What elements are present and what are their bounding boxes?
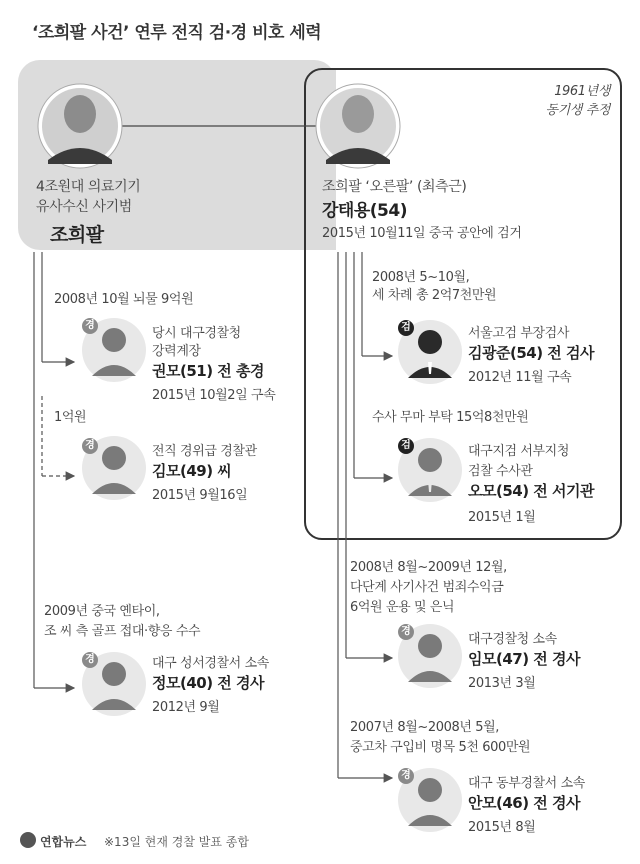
yonhap-logo-icon <box>20 832 36 848</box>
kang-name: 강태용(54) <box>322 201 407 221</box>
right-2-line-2: 검찰 수사관 <box>468 464 533 479</box>
right-4-line-1: 대구 동부경찰서 소속 <box>468 776 585 791</box>
right-1-line-1: 서울고검 부장검사 <box>468 326 569 341</box>
police-badge-icon: 경 <box>82 318 98 334</box>
cohort-note <box>520 80 610 118</box>
left-1-name: 권모(51) 전 총경 <box>152 362 264 380</box>
right-4-name: 안모(46) 전 경사 <box>468 794 580 812</box>
kang-status: 2015년 10월11일 중국 공안에 검거 <box>322 226 522 241</box>
right-2-line-1: 대구지검 서부지청 <box>468 444 569 459</box>
right-2-name: 오모(54) 전 서기관 <box>468 482 594 500</box>
left-1-line-1: 당시 대구경찰청 <box>152 326 241 341</box>
left-3-note-1: 2009년 중국 옌타이, <box>44 604 160 619</box>
left-2-status: 2015년 9월16일 <box>152 488 248 503</box>
left-3-name: 정모(40) 전 경사 <box>152 674 264 692</box>
right-3-note-2: 다단계 사기사건 범죄수익금 <box>350 580 504 595</box>
right-3-note-1: 2008년 8월~2009년 12월, <box>350 560 507 575</box>
police-badge-icon: 경 <box>398 624 414 640</box>
kang-portrait <box>316 84 400 168</box>
kang-role: 조희팔 ‘오른팔’ (최측근) <box>322 179 467 195</box>
jo-desc-1: 4조원대 의료기기 <box>36 179 141 195</box>
right-3-name: 임모(47) 전 경사 <box>468 650 580 668</box>
left-3-note-2: 조 씨 측 골프 접대·향응 수수 <box>44 624 201 639</box>
right-2-status: 2015년 1월 <box>468 510 536 525</box>
left-1-status: 2015년 10월2일 구속 <box>152 388 276 403</box>
right-3-note-3: 6억원 운용 및 은닉 <box>350 600 455 615</box>
footer-source: ※13일 현재 경찰 발표 종합 <box>104 835 249 849</box>
cohort-note-line: 1961년생 <box>554 84 610 99</box>
jo-portrait <box>38 84 122 168</box>
left-2-note: 1억원 <box>54 410 87 425</box>
right-3-status: 2013년 3월 <box>468 676 536 691</box>
right-1-note-2: 세 차례 총 2억7천만원 <box>372 288 497 303</box>
right-1-status: 2012년 11월 구속 <box>468 370 572 385</box>
footer-logo: 연합뉴스 <box>40 835 87 849</box>
left-2-line-1: 전직 경위급 경찰관 <box>152 444 257 459</box>
left-1-note: 2008년 10월 뇌물 9억원 <box>54 292 194 307</box>
right-3-line-1: 대구경찰청 소속 <box>468 632 557 647</box>
prosecutor-badge-icon: 검 <box>398 438 414 454</box>
cohort-note-line: 동기생 추정 <box>545 103 610 118</box>
police-badge-icon: 경 <box>82 438 98 454</box>
right-2-note: 수사 무마 부탁 15억8천만원 <box>372 410 529 425</box>
jo-desc-2: 유사수신 사기범 <box>36 199 132 215</box>
police-badge-icon: 경 <box>82 652 98 668</box>
right-1-name: 김광준(54) 전 검사 <box>468 344 594 362</box>
prosecutor-badge-icon: 검 <box>398 320 414 336</box>
left-3-status: 2012년 9월 <box>152 700 220 715</box>
right-4-note-1: 2007년 8월~2008년 5월, <box>350 720 500 735</box>
right-4-note-2: 중고차 구입비 명목 5천 600만원 <box>350 740 531 755</box>
page-title: ‘조희팔 사건’ 연루 전직 검·경 비호 세력 <box>32 23 322 43</box>
right-4-status: 2015년 8월 <box>468 820 536 835</box>
left-2-name: 김모(49) 씨 <box>152 462 232 480</box>
police-badge-icon: 경 <box>398 768 414 784</box>
left-3-line-1: 대구 성서경찰서 소속 <box>152 656 269 671</box>
left-1-line-2: 강력계장 <box>152 344 201 359</box>
jo-name: 조희팔 <box>50 224 104 246</box>
right-1-note-1: 2008년 5~10월, <box>372 270 470 285</box>
